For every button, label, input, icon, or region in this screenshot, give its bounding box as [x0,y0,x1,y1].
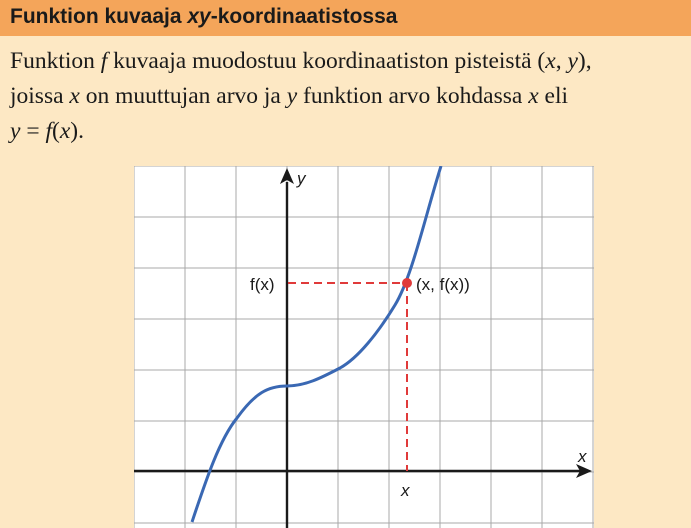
fx-label: f(x) [250,275,275,294]
title-italic: xy [187,5,211,28]
y-axis-label: y [297,169,306,188]
text-line-2: joissa x on muuttujan arvo ja y funktion arvo kohdassa x eli [10,83,569,109]
point-marker [402,278,412,288]
text-line-3: y = f(x). [10,118,84,144]
point-label: (x, f(x)) [416,275,470,294]
x-axis-label: x [578,447,587,466]
text-line-1: Funktion f kuvaaja muodostuu koordinaatiston pisteistä (x, y), [10,48,592,74]
x-tick-label: x [401,481,410,500]
section-title: Funktion kuvaaja xy-koordinaatistossa [10,5,398,28]
